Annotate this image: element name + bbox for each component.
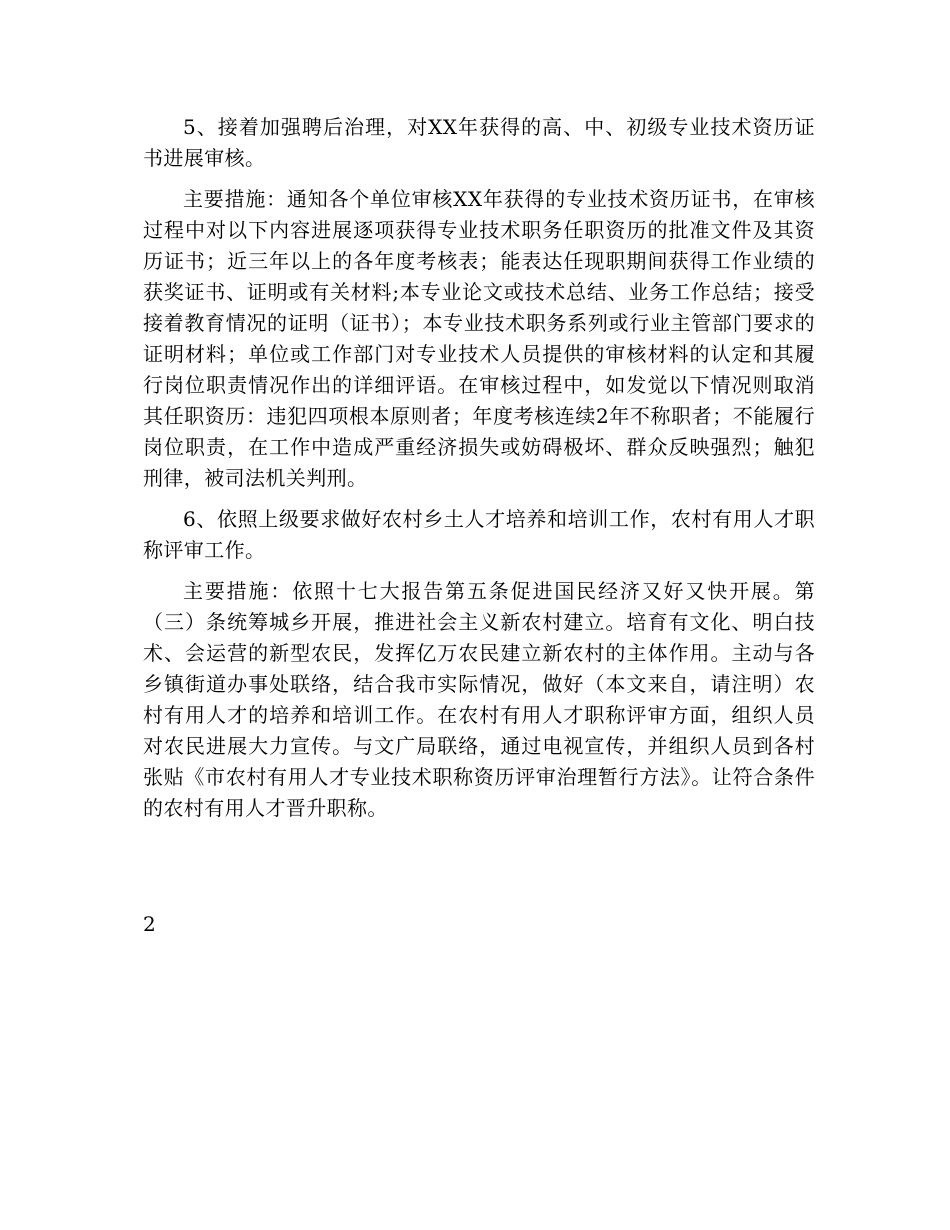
document-body xyxy=(143,112,815,834)
paragraph-measures-5: 主要措施：通知各个单位审核XX年获得的专业技术资历证书，在审核过程中对以下内容进展逐项获得专业技术职务任职资历的批准文件及其资历证书；近三年以上的各年度考核表；能表达任现职期间获得工作业绩的获奖证书、证明或有关材料;本专业论文或技术总结、业务工作总结；接受接着教育情况的证明（证书）；本专业技术职务系列或行业主管部门要求的证明材料；单位或工作部门对专业技术人员提供的审核材料的认定和其履行岗位职责情况作出的详细评语。在审核过程中，如发觉以下情况则取消其任职资历：违犯四项根本原则者；年度考核连续2年不称职者；不能履行岗位职责，在工作中造成严重经济损失或妨碍极坏、群众反映强烈；触犯刑律，被司法机关判刑。 xyxy=(143,187,815,490)
paragraph-item-5: 5、接着加强聘后治理，对XX年获得的高、中、初级专业技术资历证书进展审核。 xyxy=(143,115,815,170)
page-number: 2 xyxy=(143,912,156,936)
paragraph-item-6: 6、依照上级要求做好农村乡土人才培养和培训工作，农村有用人才职称评审工作。 xyxy=(143,507,815,562)
paragraph-measures-6: 主要措施：依照十七大报告第五条促进国民经济又好又快开展。第（三）条统筹城乡开展，推进社会主义新农村建立。培育有文化、明白技术、会运营的新型农民，发挥亿万农民建立新农村的主体作用。主动与各乡镇街道办事处联络，结合我市实际情况，做好（本文来自，请注明）农村有用人才的培养和培训工作。在农村有用人才职称评审方面，组织人员对农民进展大力宣传。与文广局联络，通过电视宣传，并组织人员到各村张贴《市农村有用人才专业技术职称资历评审治理暂行方法》。让符合条件的农村有用人才晋升职称。 xyxy=(143,579,815,820)
